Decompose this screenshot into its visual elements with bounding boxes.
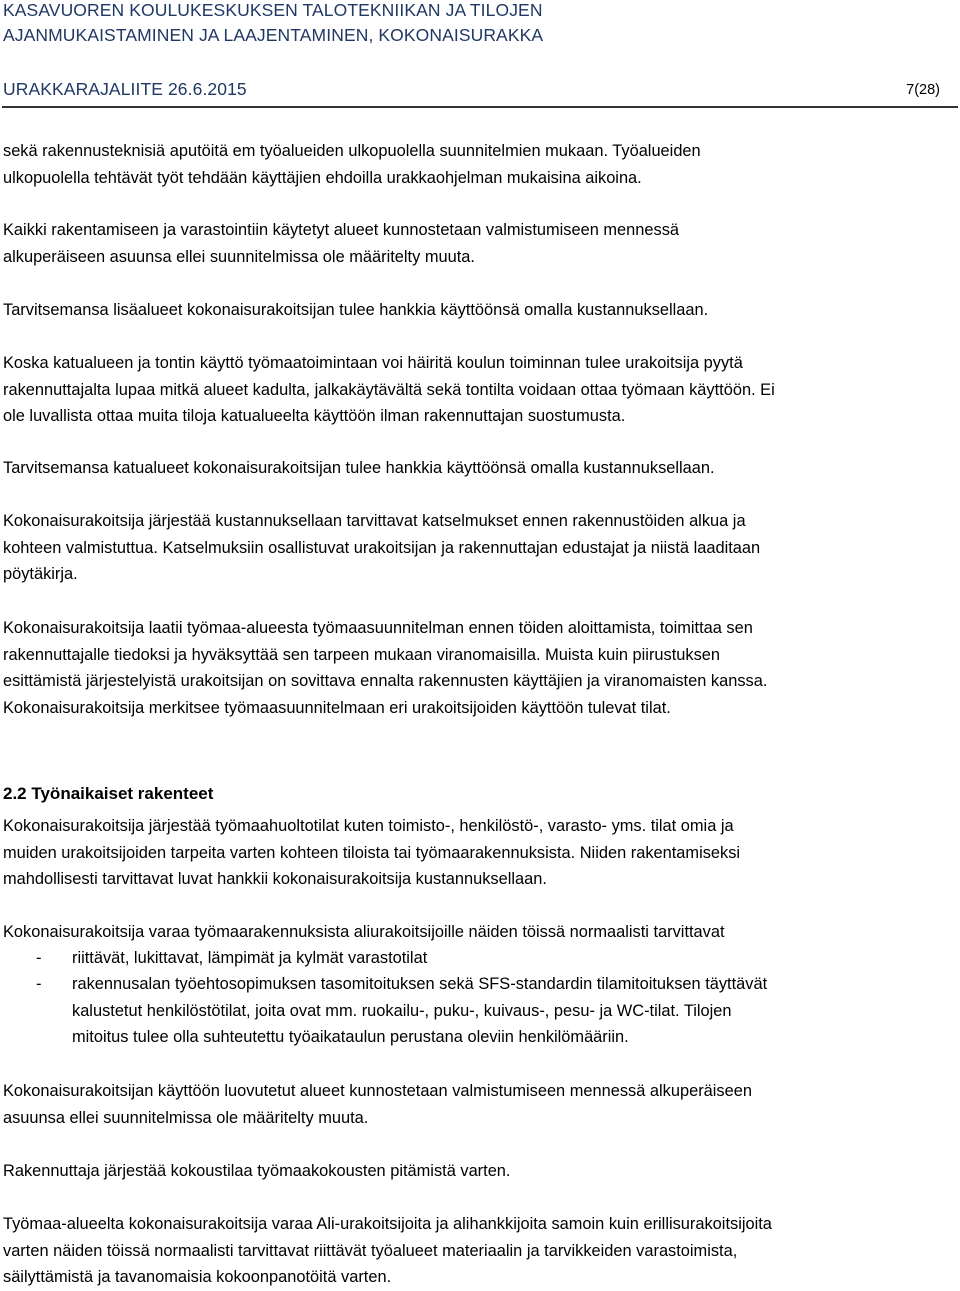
header-appendix-date: URAKKARAJALIITE 26.6.2015 (3, 79, 247, 99)
header-divider (2, 106, 958, 108)
text-line: mitoitus tulee olla suhteutettu työaikataulun perustana oleviin henkilömääriin. (72, 1028, 629, 1047)
text-line: Kokonaisurakoitsija järjestää kustannuksellaan tarvittavat katselmukset ennen rakennustöiden alkua ja (3, 512, 746, 530)
text-line: Kokonaisurakoitsija varaa työmaarakennuksista aliurakoitsijoille näiden töissä normaalisti tarvittavat (3, 923, 725, 941)
text-line: varten näiden töissä normaalisti tarvittavat riittävät työalueet materiaalin ja tarvikkeiden varastoimista, (3, 1241, 738, 1260)
text-line: Tarvitsemansa lisäalueet kokonaisurakoitsijan tulee hankkia käyttöönsä omalla kustannuksellaan. (3, 301, 709, 319)
header-title-line-1: KASAVUOREN KOULUKESKUKSEN TALOTEKNIIKAN JA TILOJEN (3, 0, 543, 20)
text-line: kalustetut henkilöstötilat, joita ovat mm. ruokailu-, puku-, kuivaus-, pesu- ja WC-tilat. Tilojen (72, 1001, 732, 1020)
text-line: Tarvitsemansa katualueet kokonaisurakoitsijan tulee hankkia käyttöönsä omalla kustannuksellaan. (3, 459, 715, 477)
section-heading: 2.2 Työnaikaiset rakenteet (3, 784, 214, 803)
text-line: rakennuttajalle tiedoksi ja hyväksyttää sen tarpeen mukaan viranomaisilla. Muista kuin piirustuksen (3, 645, 721, 664)
text-line: rakennuttajalta lupaa mitkä alueet kadulta, jalkakäytävältä sekä tontilta voidaan ottaa työmaan käyttöön. Ei (3, 380, 775, 399)
paragraph-7 (3, 615, 958, 721)
text-line: alkuperäiseen asuunsa ellei suunnitelmissa ole määritelty muuta. (3, 247, 475, 266)
paragraph-9 (3, 919, 958, 946)
text-line: esittämistä järjestelyistä urakoitsijan on sovittava ennalta rakennusten käyttäjien ja viranomaisten kanssa. (3, 672, 768, 691)
text-line: kohteen valmistuttua. Katselmuksiin osallistuvat urakoitsijan ja rakennuttajan edustajat ja niistä laaditaan (3, 538, 761, 557)
header-title-line-2: AJANMUKAISTAMINEN JA LAAJENTAMINEN, KOKONAISURAKKA (3, 25, 544, 45)
text-line: ole luvallista ottaa muita tiloja katualueelta käyttöön ilman rakennuttajan suostumusta. (3, 407, 626, 426)
list-dash: - (36, 975, 42, 993)
paragraph-1 (3, 138, 958, 191)
paragraph-11 (3, 1158, 958, 1185)
text-line: Rakennuttaja järjestää kokoustilaa työmaakokousten pitämistä varten. (3, 1162, 511, 1180)
paragraph-3 (3, 297, 958, 324)
text-line: asuunsa ellei suunnitelmissa ole määritelty muuta. (3, 1108, 369, 1127)
text-line: riittävät, lukittavat, lämpimät ja kylmät varastotilat (72, 949, 428, 967)
text-line: pöytäkirja. (3, 565, 78, 584)
text-line: muiden urakoitsijoiden tarpeita varten kohteen tiloista tai työmaarakennuksista. Niiden rakentamiseksi (3, 843, 741, 862)
text-line: Kokonaisurakoitsijan käyttöön luovutetut alueet kunnostetaan valmistumiseen mennessä alkuperäiseen (3, 1082, 752, 1100)
text-line: ulkopuolella tehtävät työt tehdään käyttäjien ehdoilla urakkaohjelman mukaisina aikoina. (3, 168, 642, 187)
text-line: rakennusalan työehtosopimuksen tasomitoituksen sekä SFS-standardin tilamitoituksen täyttävät (72, 975, 768, 993)
paragraph-8 (3, 813, 958, 893)
text-line: säilyttämistä ja tavanomaisia kokoonpanotöitä varten. (3, 1268, 392, 1287)
paragraph-6 (3, 508, 958, 588)
text-line: Koska katualueen ja tontin käyttö työmaatoimintaan voi häiritä koulun toiminnan tulee urakoitsija pyytä (3, 354, 743, 372)
paragraph-5 (3, 455, 958, 482)
text-line: Kokonaisurakoitsija laatii työmaa-alueesta työmaasuunnitelman ennen töiden aloittamista, toimittaa sen (3, 619, 753, 637)
paragraph-12 (3, 1211, 958, 1291)
page-number: 7(28) (906, 82, 940, 98)
text-line: Työmaa-alueelta kokonaisurakoitsija varaa Ali-urakoitsijoita ja alihankkijoita samoin kuin erillisurakoitsijoita (3, 1215, 772, 1233)
paragraph-4 (3, 350, 958, 430)
text-line: Kokonaisurakoitsija merkitsee työmaasuunnitelmaan eri urakoitsijoiden käyttöön tulevat tilat. (3, 698, 671, 717)
paragraph-2 (3, 217, 958, 270)
text-line: Kaikki rakentamiseen ja varastointiin käytetyt alueet kunnostetaan valmistumiseen mennessä (3, 221, 680, 239)
list-dash: - (36, 949, 42, 967)
paragraph-10 (3, 1078, 958, 1131)
text-line: sekä rakennusteknisiä aputöitä em työalueiden ulkopuolella suunnitelmien mukaan. Työalueiden (3, 142, 701, 160)
text-line: mahdollisesti tarvittavat luvat hankkii kokonaisurakoitsija kustannuksellaan. (3, 870, 547, 889)
text-line: Kokonaisurakoitsija järjestää työmaahuoltotilat kuten toimisto-, henkilöstö-, varasto- yms. tilat omia ja (3, 817, 734, 835)
